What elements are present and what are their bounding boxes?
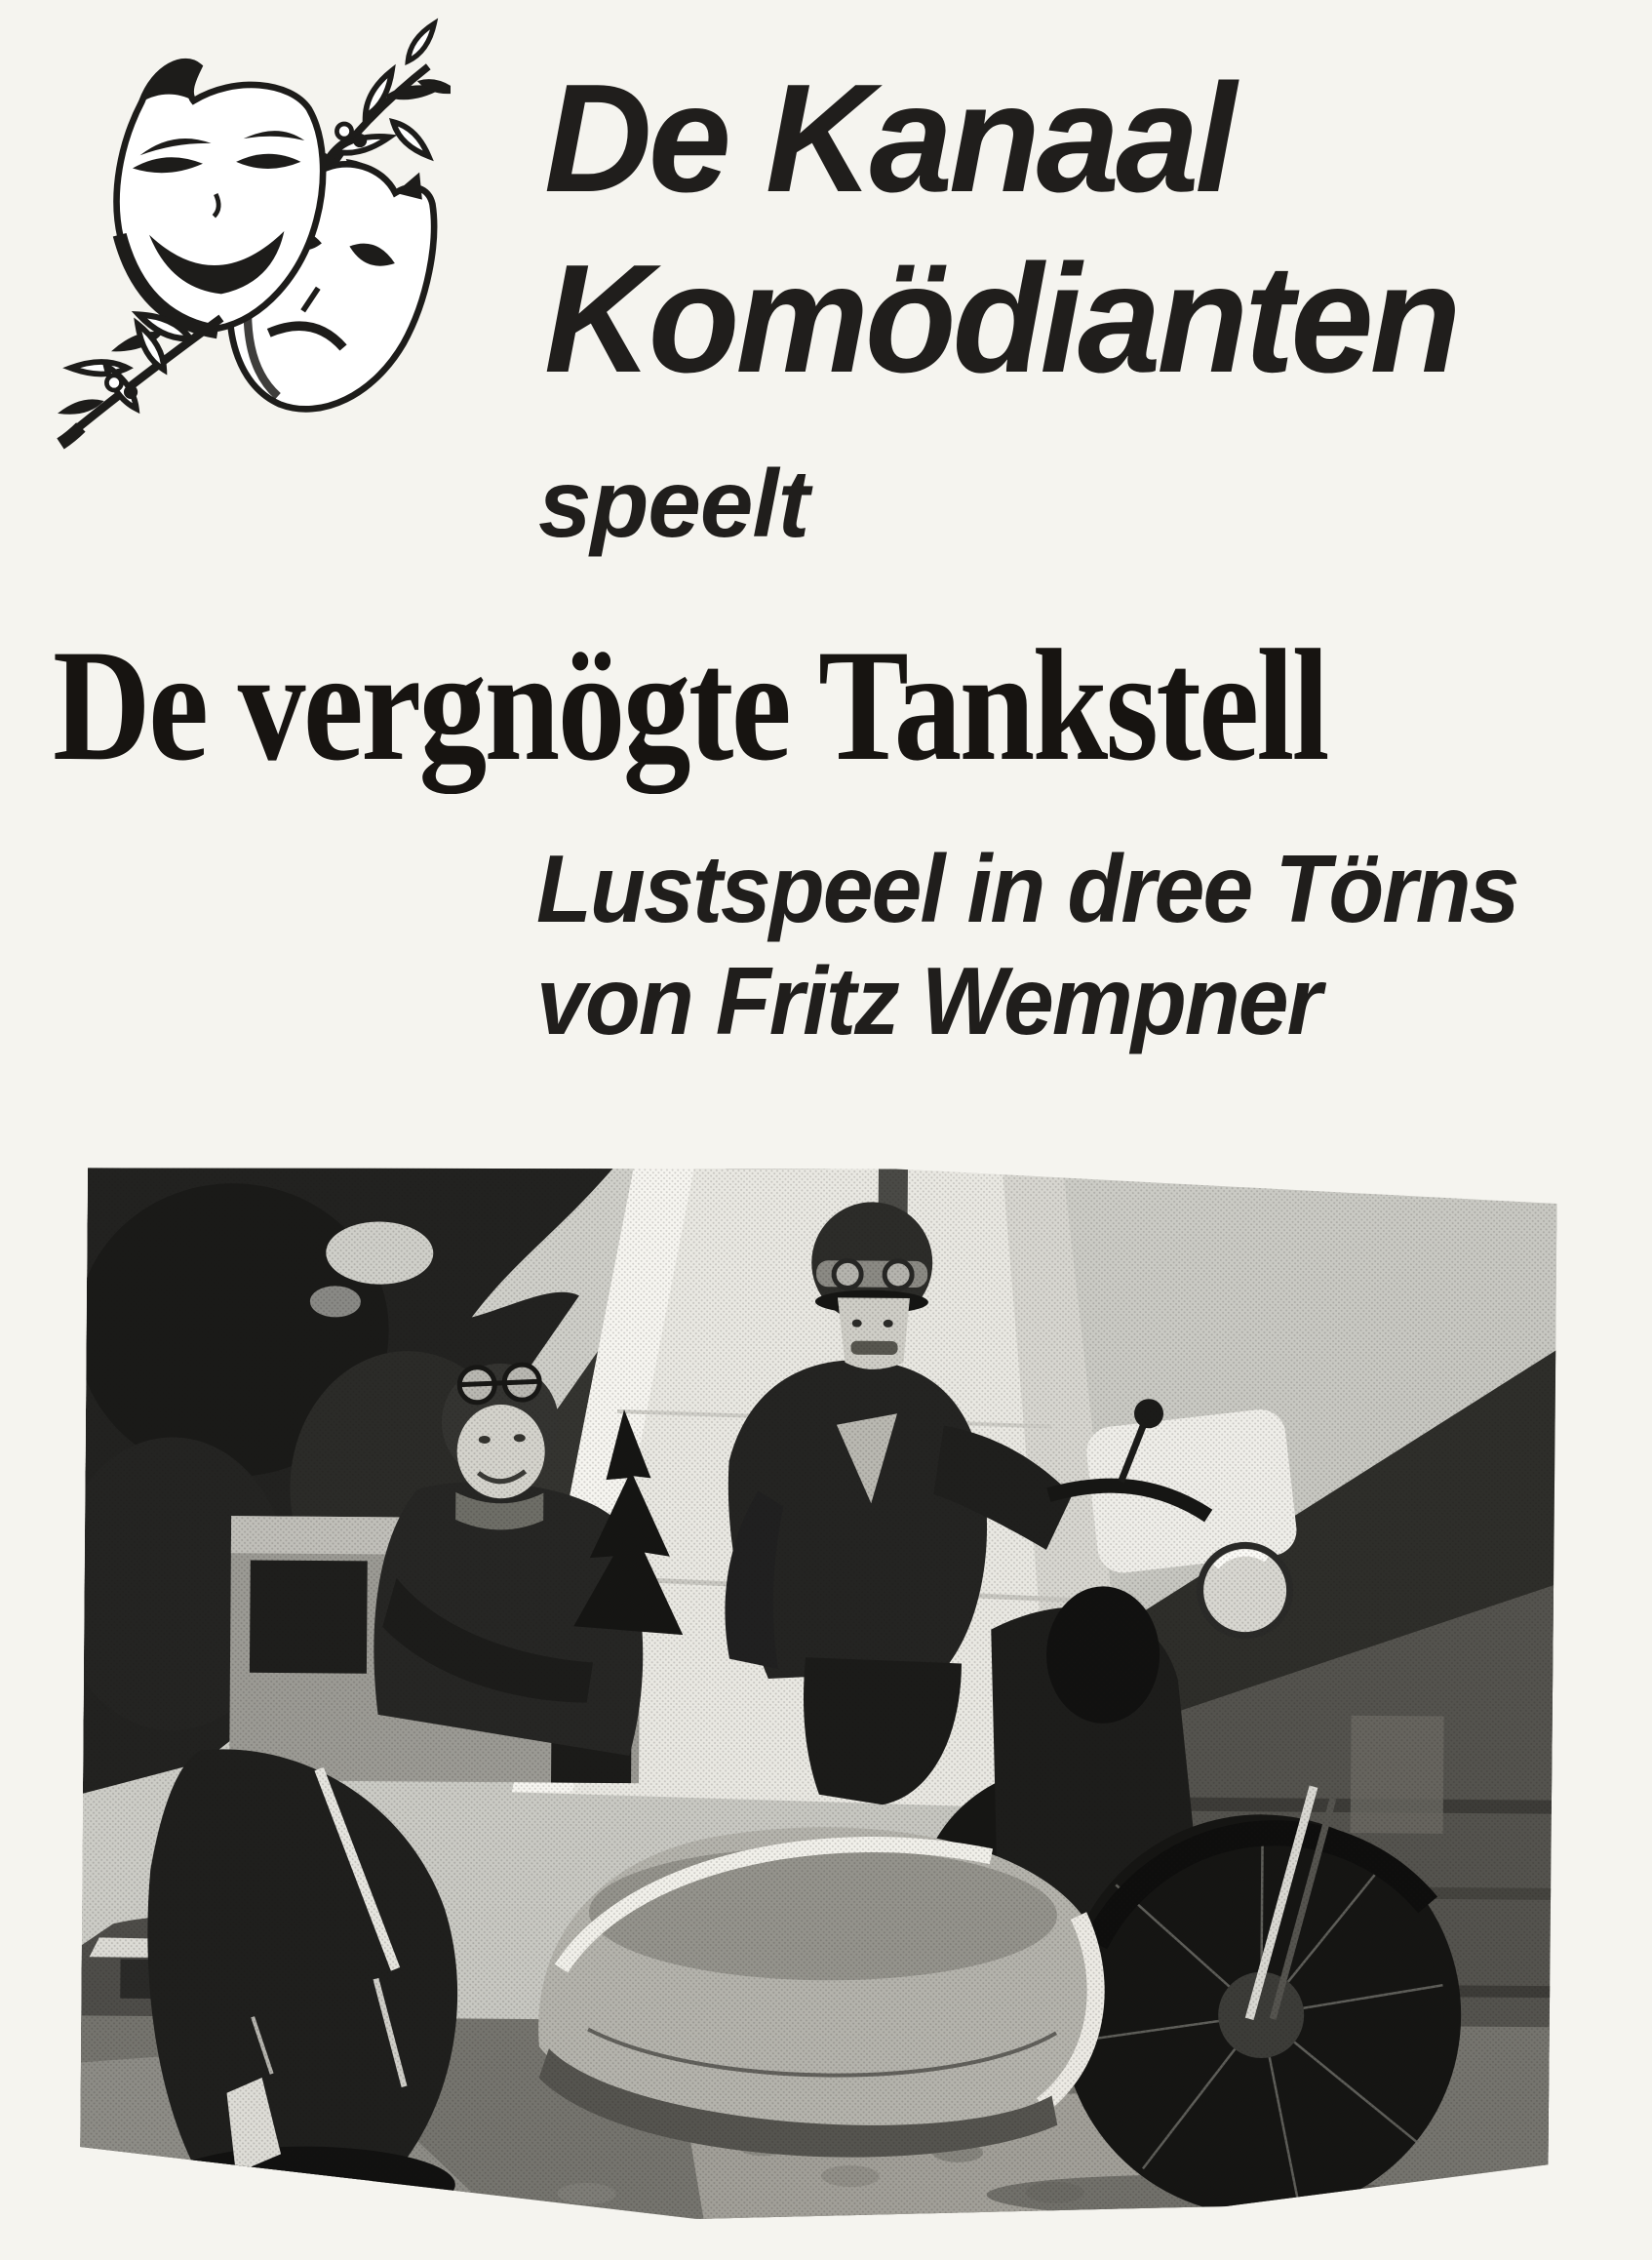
troupe-name-line2: Komödianten xyxy=(544,232,1458,405)
play-subtitle-line2: von Fritz Wempner xyxy=(536,946,1320,1054)
photo-halftone-overlay xyxy=(80,1163,1557,2226)
play-subtitle xyxy=(536,833,1517,1056)
speelt-label: speelt xyxy=(538,450,809,557)
troupe-name xyxy=(544,49,1457,410)
play-subtitle-line1: Lustspeel in dree Törns xyxy=(536,835,1518,942)
play-title: De vergnögte Tankstell xyxy=(53,617,1327,794)
troupe-name-line1: De Kanaal xyxy=(544,53,1234,224)
photo-motorcycle-sidecar xyxy=(80,1163,1557,2226)
theater-masks-icon xyxy=(25,6,451,455)
cover-photo xyxy=(80,1163,1557,2226)
